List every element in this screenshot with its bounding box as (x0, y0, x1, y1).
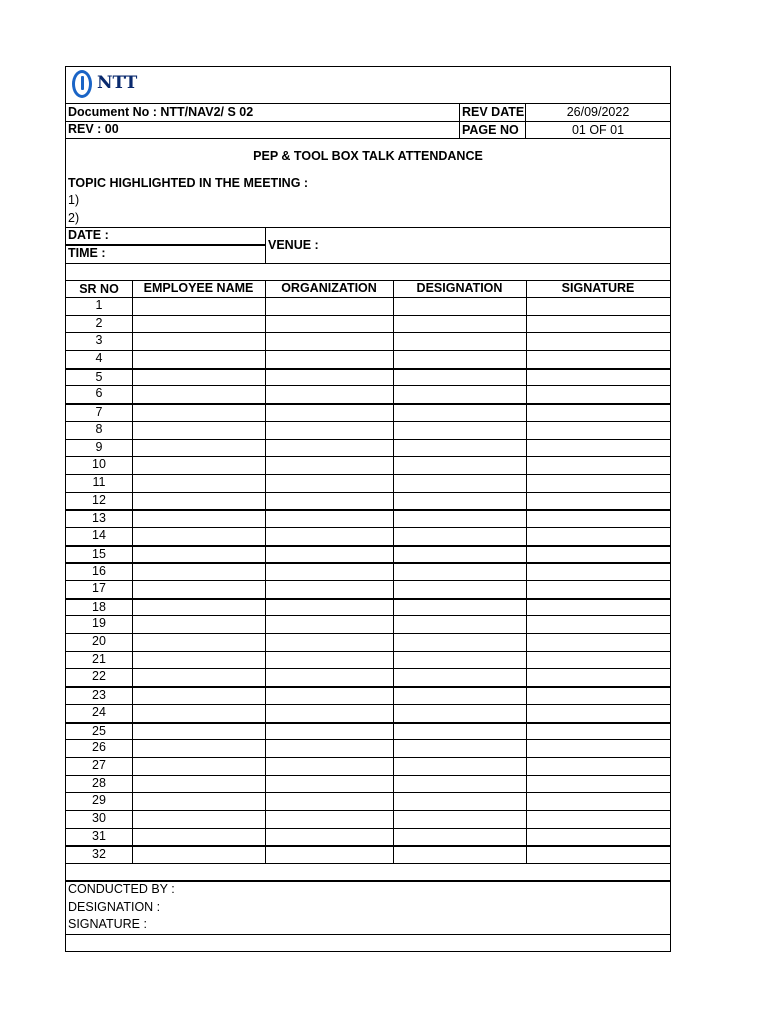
document-number: Document No : NTT/NAV2/ S 02 (68, 105, 254, 119)
logo-text: NTT (97, 73, 138, 93)
table-row: 10 (66, 456, 670, 474)
table-row: 9 (66, 439, 670, 457)
topic-item-1: 1) (68, 193, 80, 207)
page-no-value: 01 OF 01 (571, 123, 625, 137)
table-row: 21 (66, 651, 670, 669)
table-row: 16 (66, 562, 670, 580)
table-row: 12 (66, 492, 670, 510)
table-row: 4 (66, 350, 670, 368)
col-header-organization: ORGANIZATION (281, 281, 377, 295)
ntt-logo (70, 67, 150, 101)
col-header-employee-name: EMPLOYEE NAME (143, 281, 254, 295)
venue-label: VENUE : (268, 238, 319, 252)
topic-item-2: 2) (68, 211, 80, 225)
table-row: 25 (66, 722, 670, 740)
page-title: PEP & TOOL BOX TALK ATTENDANCE (253, 149, 483, 163)
rev-date-value: 26/09/2022 (566, 105, 630, 119)
table-row: 20 (66, 633, 670, 651)
table-row: 7 (66, 403, 670, 421)
col-header-signature: SIGNATURE (561, 281, 635, 295)
table-row: 11 (66, 474, 670, 492)
table-row: 22 (66, 668, 670, 686)
table-row: 24 (66, 704, 670, 722)
table-row: 5 (66, 368, 670, 386)
table-row: 27 (66, 757, 670, 775)
designation-label: DESIGNATION : (68, 900, 161, 914)
table-row: 17 (66, 580, 670, 598)
col-header-designation: DESIGNATION (416, 281, 503, 295)
table-row: 3 (66, 332, 670, 350)
time-label: TIME : (68, 246, 106, 260)
rev-date-label: REV DATE (462, 105, 525, 119)
table-row: 6 (66, 385, 670, 403)
col-header-sr-no: SR NO (79, 282, 119, 296)
table-row: 29 (66, 792, 670, 810)
table-row: 30 (66, 810, 670, 828)
table-row: 23 (66, 686, 670, 704)
table-row: 2 (66, 315, 670, 333)
table-row: 28 (66, 775, 670, 793)
table-row: 26 (66, 739, 670, 757)
page-no-label: PAGE NO (462, 123, 519, 137)
conducted-by-label: CONDUCTED BY : (68, 882, 175, 896)
attendance-sheet (65, 66, 671, 952)
table-row: 32 (66, 845, 670, 863)
table-row: 15 (66, 545, 670, 563)
revision: REV : 00 (68, 122, 119, 136)
table-row: 31 (66, 828, 670, 846)
date-label: DATE : (68, 228, 109, 242)
table-row: 8 (66, 421, 670, 439)
attendance-table-body (66, 297, 670, 863)
table-row: 19 (66, 615, 670, 633)
signature-label: SIGNATURE : (68, 917, 147, 931)
table-row: 13 (66, 509, 670, 527)
table-row: 1 (66, 297, 670, 315)
topic-label: TOPIC HIGHLIGHTED IN THE MEETING : (68, 176, 309, 190)
table-row: 14 (66, 527, 670, 545)
table-row: 18 (66, 598, 670, 616)
